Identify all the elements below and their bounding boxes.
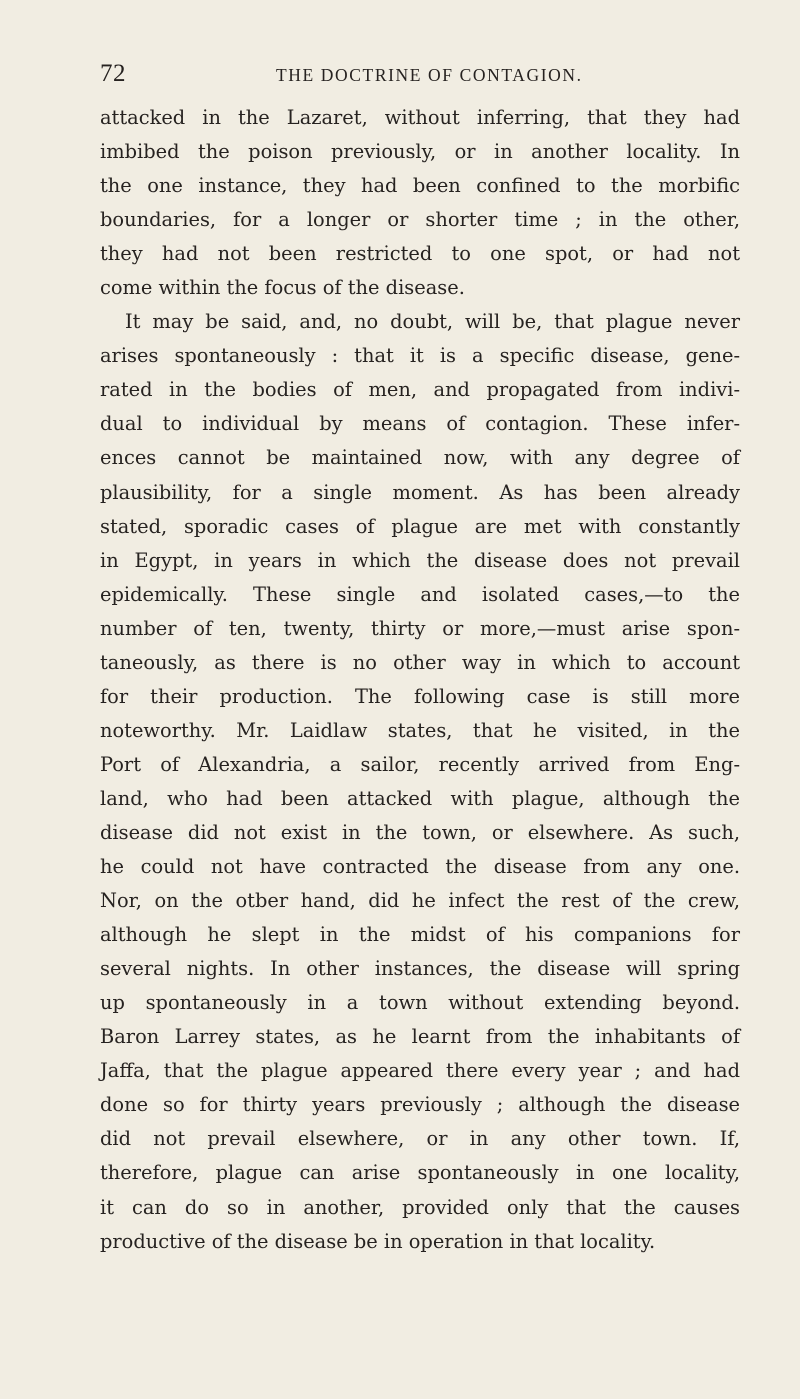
text-line: boundaries, for a longer or shorter time ; in the other,: [100, 208, 740, 232]
text-line: it can do so in another, provided only that the causes: [100, 1195, 740, 1219]
text-line: did not prevail elsewhere, or in any other town. If,: [100, 1127, 740, 1151]
text-line: plausibility, for a single moment. As has been already: [100, 480, 740, 504]
text-line: he could not have contracted the disease from any one.: [100, 855, 740, 879]
text-line: number of ten, twenty, thirty or more,—must arise spon-: [100, 616, 740, 640]
text-line: arises spontaneously : that it is a specific disease, gene-: [100, 344, 740, 368]
text-line: land, who had been attacked with plague, although the: [100, 786, 740, 810]
text-line: therefore, plague can arise spontaneously in one locality,: [100, 1161, 740, 1185]
text-line: several nights. In other instances, the disease will spring: [100, 957, 740, 981]
text-line: Port of Alexandria, a sailor, recently arrived from Eng-: [100, 752, 740, 776]
page-number: 72: [100, 60, 126, 87]
text-line: for their production. The following case is still more: [100, 684, 740, 708]
text-line: come within the focus of the disease.: [100, 276, 465, 300]
text-line: dual to individual by means of contagion. These infer-: [100, 412, 740, 436]
text-line: Baron Larrey states, as he learnt from the inhabitants of: [100, 1025, 740, 1049]
text-line: It may be said, and, no doubt, will be, that plague never: [125, 310, 740, 334]
text-line: attacked in the Lazaret, without inferring, that they had: [100, 106, 740, 129]
body-text: [100, 101, 740, 1259]
text-line: rated in the bodies of men, and propagated from indivi-: [100, 378, 740, 402]
text-line: although he slept in the midst of his companions for: [100, 923, 740, 947]
text-line: up spontaneously in a town without extending beyond.: [100, 991, 740, 1015]
text-line: epidemically. These single and isolated cases,—to the: [100, 582, 740, 606]
text-line: the one instance, they had been confined to the morbific: [100, 174, 740, 198]
text-line: Jaffa, that the plague appeared there every year ; and had: [100, 1059, 740, 1083]
text-line: stated, sporadic cases of plague are met with constantly: [100, 514, 740, 538]
text-line: taneously, as there is no other way in which to account: [100, 650, 740, 674]
page-header: [100, 60, 740, 94]
text-line: they had not been restricted to one spot, or had not: [100, 242, 740, 266]
text-line: ences cannot be maintained now, with any degree of: [100, 446, 740, 470]
text-line: productive of the disease be in operation in that locality.: [100, 1229, 656, 1253]
text-line: noteworthy. Mr. Laidlaw states, that he visited, in the: [100, 718, 740, 742]
running-title: THE DOCTRINE OF CONTAGION.: [276, 65, 583, 85]
text-line: done so for thirty years previously ; although the disease: [100, 1093, 740, 1117]
text-line: disease did not exist in the town, or elsewhere. As such,: [100, 820, 740, 844]
text-line: imbibed the poison previously, or in another locality. In: [100, 140, 740, 164]
text-line: Nor, on the otber hand, did he infect the rest of the crew,: [100, 889, 740, 913]
text-line: in Egypt, in years in which the disease does not prevail: [100, 548, 740, 572]
